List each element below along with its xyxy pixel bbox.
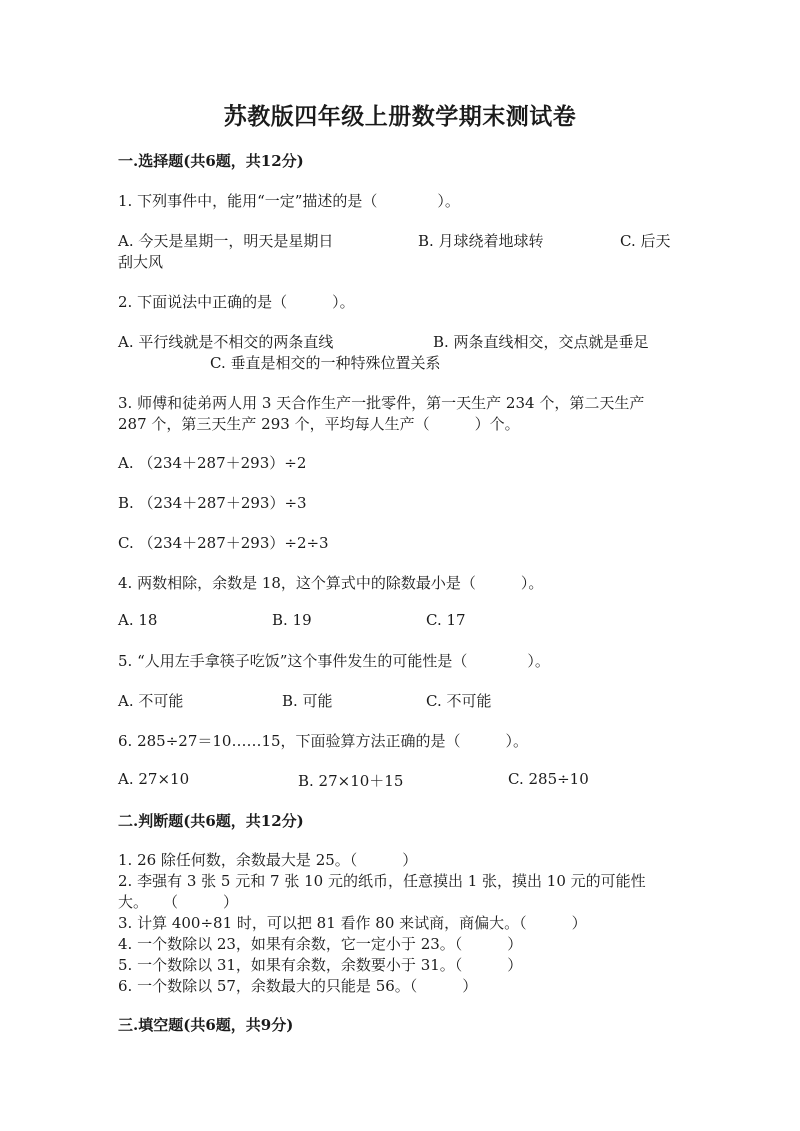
question-3-option-b: B. （234＋287＋293）÷3	[118, 494, 307, 512]
question-6-stem: 6. 285÷27＝10……15，下面验算方法正确的是（ ）。	[118, 732, 529, 750]
question-4-option-a: A. 18	[118, 611, 158, 629]
question-3-stem-line2: 287 个，第三天生产 293 个，平均每人生产（ ）个。	[118, 415, 520, 433]
question-4-option-b: B. 19	[272, 611, 312, 629]
section-heading-judge: 二.判断题(共6题，共12分)	[118, 812, 304, 830]
judge-item-3: 3. 计算 400÷81 时，可以把 81 看作 80 来试商，商偏大。（ ）	[118, 914, 587, 932]
question-5-option-a: A. 不可能	[118, 692, 184, 710]
question-3-option-c: C. （234＋287＋293）÷2÷3	[118, 534, 329, 552]
question-2-option-a: A. 平行线就是不相交的两条直线	[118, 333, 334, 351]
judge-item-6: 6. 一个数除以 57，余数最大的只能是 56。（ ）	[118, 977, 478, 995]
section-heading-fill: 三.填空题(共6题，共9分)	[118, 1016, 294, 1034]
question-5-stem: 5. “人用左手拿筷子吃饭”这个事件发生的可能性是（ ）。	[118, 652, 550, 670]
question-5-option-c: C. 不可能	[426, 692, 492, 710]
question-4-option-c: C. 17	[426, 611, 466, 629]
page-title: 苏教版四年级上册数学期末测试卷	[223, 103, 577, 130]
question-1-option-a: A. 今天是星期一，明天是星期日	[118, 232, 334, 250]
question-1-option-c-wrap: 刮大风	[118, 253, 164, 271]
judge-item-4: 4. 一个数除以 23，如果有余数，它一定小于 23。（ ）	[118, 935, 523, 953]
question-1-stem: 1. 下列事件中，能用“一定”描述的是（ ）。	[118, 192, 460, 210]
question-6-option-c: C. 285÷10	[508, 770, 589, 788]
question-1-option-c: C. 后天	[620, 232, 671, 250]
judge-item-5: 5. 一个数除以 31，如果有余数，余数要小于 31。（ ）	[118, 956, 523, 974]
section-heading-choice: 一.选择题(共6题，共12分)	[118, 152, 304, 170]
judge-item-2-wrap: 大。 （ ）	[118, 893, 239, 911]
question-6-option-b: B. 27×10＋15	[298, 772, 404, 790]
question-6-option-a: A. 27×10	[118, 770, 190, 788]
judge-item-2: 2. 李强有 3 张 5 元和 7 张 10 元的纸币，任意摸出 1 张，摸出 10 元的可能性	[118, 872, 646, 890]
question-3-option-a: A. （234＋287＋293）÷2	[118, 454, 307, 472]
question-2-option-b: B. 两条直线相交，交点就是垂足	[433, 333, 649, 351]
question-2-option-c: C. 垂直是相交的一种特殊位置关系	[210, 354, 441, 372]
question-5-option-b: B. 可能	[282, 692, 333, 710]
question-1-option-b: B. 月球绕着地球转	[418, 232, 544, 250]
question-4-stem: 4. 两数相除，余数是 18，这个算式中的除数最小是（ ）。	[118, 574, 544, 592]
question-3-stem-line1: 3. 师傅和徒弟两人用 3 天合作生产一批零件，第一天生产 234 个，第二天生产	[118, 394, 645, 412]
judge-item-1: 1. 26 除任何数，余数最大是 25。（ ）	[118, 851, 418, 869]
question-2-stem: 2. 下面说法中正确的是（ ）。	[118, 293, 355, 311]
